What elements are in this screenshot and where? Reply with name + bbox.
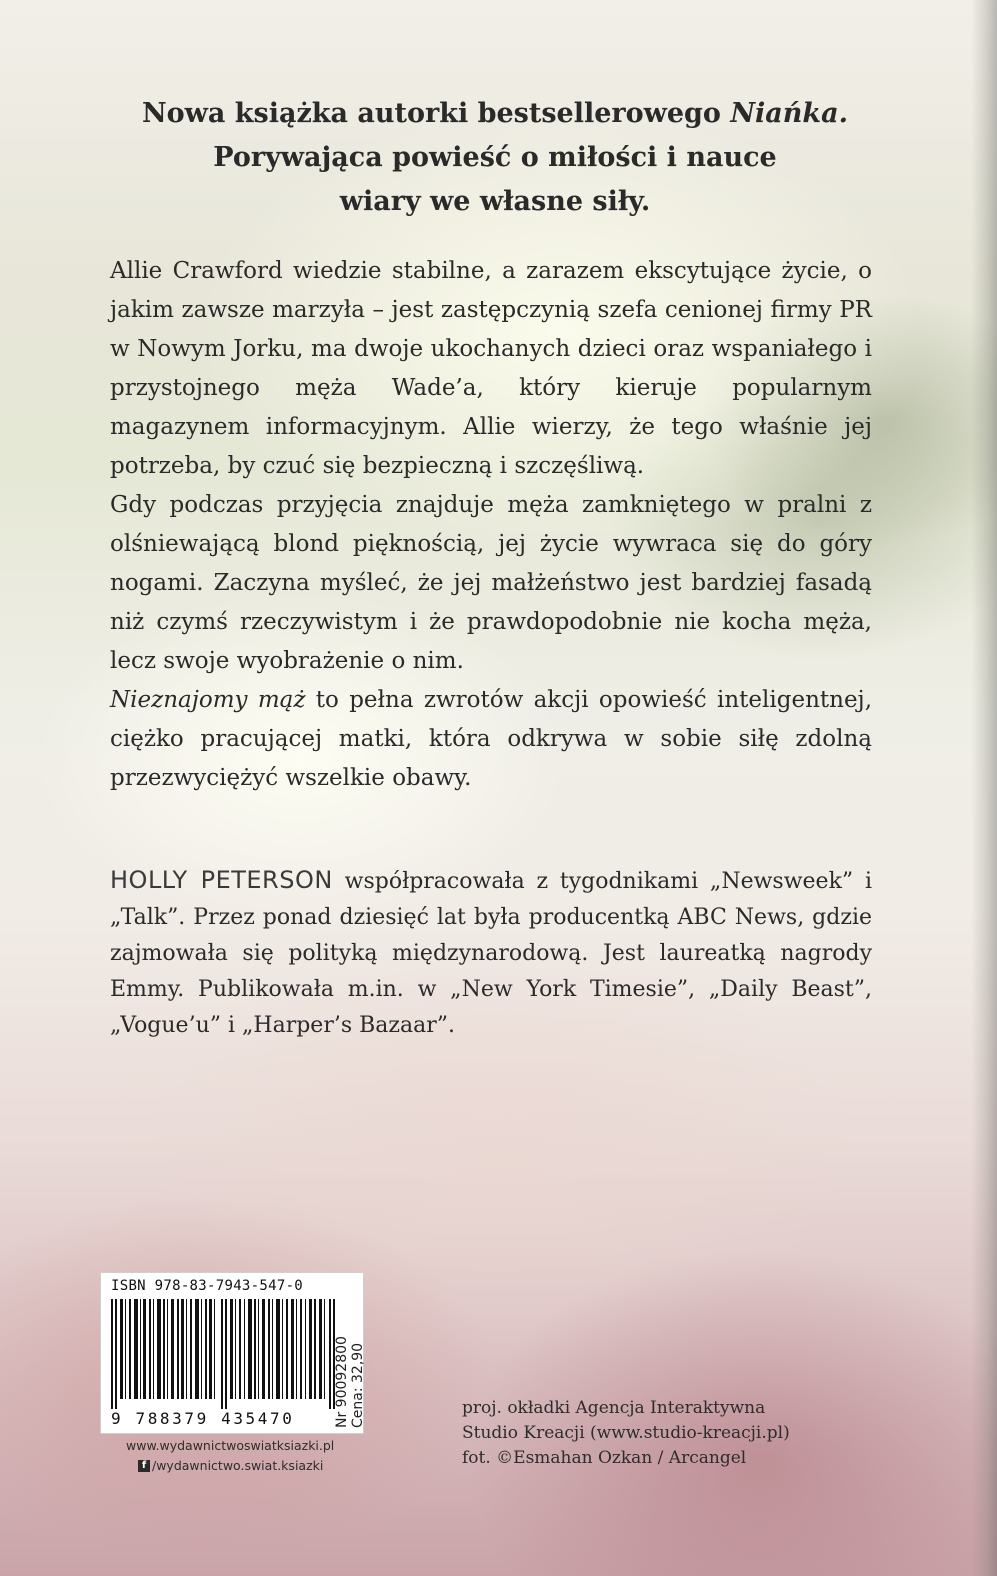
facebook-handle: /wydawnictwo.swiat.ksiazki: [152, 1458, 324, 1473]
barcode-icon: [111, 1299, 343, 1409]
barcode-digits: 9 788379 435470: [111, 1409, 295, 1428]
blurb-paragraph-3: Nieznajomy mąż to pełna zwrotów akcji opowieść inteligentnej, ciężko pracującej matki, która odkrywa w sobie siłę zdolną przezwyciężyć wszelkie obawy.: [110, 687, 873, 791]
blurb-paragraph-1: Allie Crawford wiedzie stabilne, a zarazem ekscytujące życie, o jakim zawsze marzyła – jest zastępczynią szefa cenionej firmy PR w Nowym Jorku, ma dwoje ukochanych dzieci oraz wspaniałego i przystojnego męża Wade’a, który kieruje popularnym magazynem informacyjnym. Allie wierzy, że tego właśnie jej potrzeba, by czuć się bezpieczną i szczęśliwą.: [110, 258, 872, 479]
headline-line-2: Porywająca powieść o miłości i nauce: [213, 142, 777, 173]
author-bio-text: współpracowała z tygodnikami „Newsweek” i „Talk”. Przez ponad dziesięć lat była producentką ABC News, gdzie zajmowała się polityką międzynarodową. Jest laureatką nagrody Emmy. Publikowała m.in. w „New York Timesie”, „Daily Beast”, „Vogue’u” i „Harper’s Bazaar”.: [110, 869, 872, 1038]
headline-book-title: Niańka.: [730, 98, 849, 129]
credits-line-1: proj. okładki Agencja Interaktywna: [462, 1398, 766, 1418]
headline-line-3: wiary we własne siły.: [339, 186, 651, 217]
blurb-paragraph-2: Gdy podczas przyjęcia znajduje męża zamkniętego w pralni z olśniewającą blond pięknością, jej życie wywraca się do góry nogami. Zaczyna myśleć, że jej małżeństwo jest bardziej fasadą niż czymś rzeczywistym i że prawdopodobnie nie kocha męża, lecz swoje wyobrażenie o nim.: [110, 492, 872, 674]
publisher-website-link[interactable]: www.wydawnictwoswiatksiazki.pl: [126, 1438, 335, 1453]
author-bio: [110, 862, 872, 1044]
price: Cena: 32,90: [350, 1342, 366, 1428]
blurb: [110, 252, 872, 798]
spine-edge: [971, 0, 997, 1576]
headline: [110, 92, 880, 224]
publisher-links: [126, 1436, 386, 1476]
credits-line-2: Studio Kreacji (www.studio-kreacji.pl): [462, 1423, 790, 1443]
facebook-icon: f: [138, 1460, 150, 1472]
credits-line-3: fot. ©Esmahan Ozkan / Arcangel: [462, 1448, 747, 1468]
barcode-label: [100, 1272, 364, 1434]
publisher-facebook-link[interactable]: [138, 1456, 386, 1476]
barcode-side-codes: [332, 1278, 372, 1428]
blurb-book-title: Nieznajomy mąż: [110, 687, 306, 713]
headline-line-1: Nowa książka autorki bestsellerowego Niańka.: [141, 98, 849, 129]
author-name: HOLLY PETERSON: [110, 866, 333, 894]
cover-credits: [462, 1396, 822, 1471]
isbn-label: ISBN 978-83-7943-547-0: [111, 1278, 304, 1294]
nr-code: Nr 90092800: [334, 1336, 350, 1428]
